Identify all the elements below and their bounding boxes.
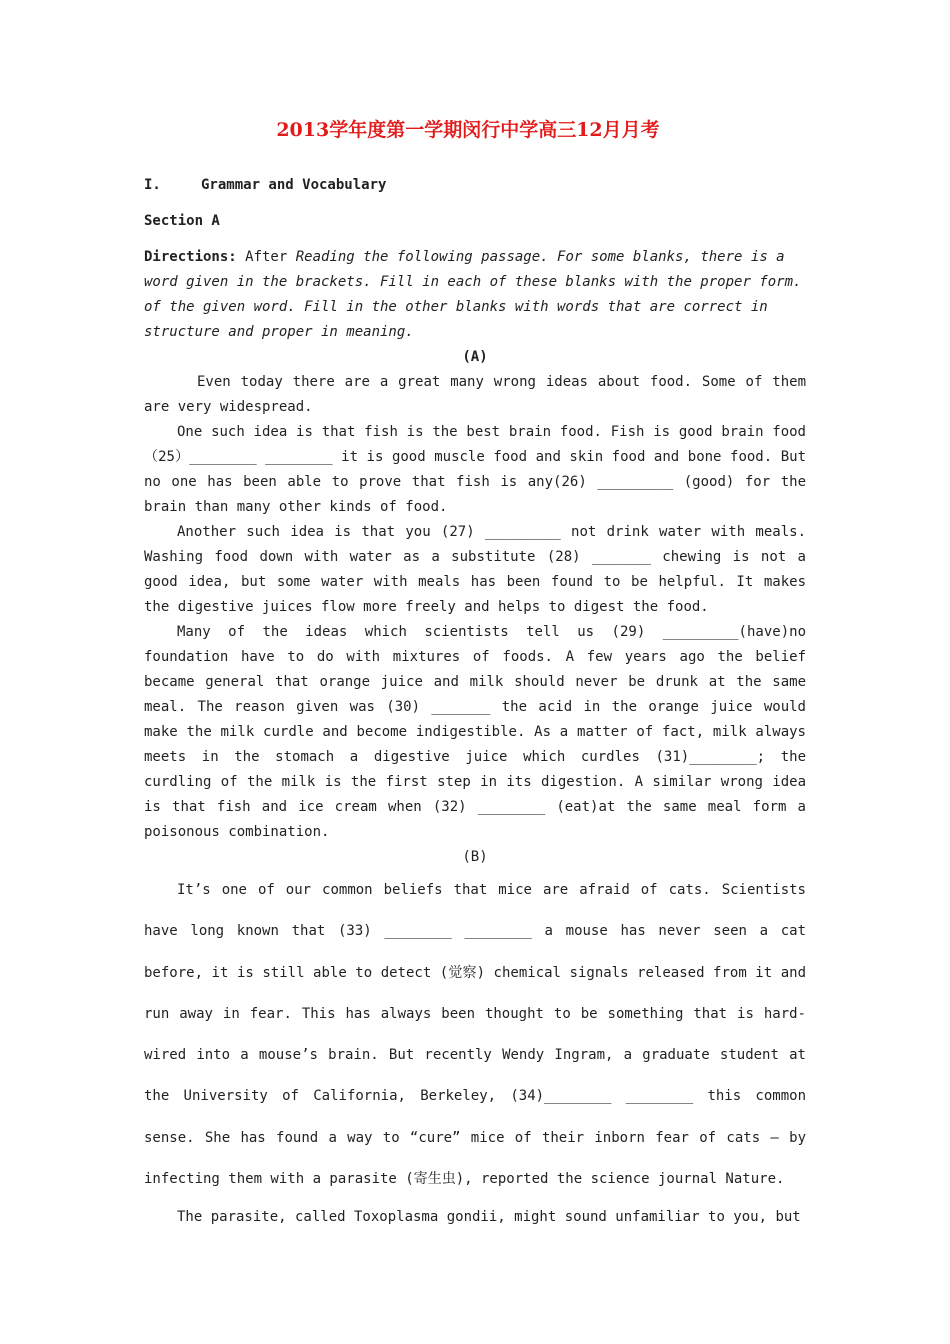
passage-b <box>144 870 806 1230</box>
section-label: Grammar and Vocabulary <box>201 177 387 193</box>
directions-label: Directions: <box>144 249 237 265</box>
subsection-heading: Section A <box>144 213 220 229</box>
document-page <box>144 118 806 1230</box>
passage-paragraph: It’s one of our common beliefs that mice are afraid of cats. Scientists have long known that (33) ________ ________ a mouse has never seen a cat before, it is still able to detect (觉察) chemical signals released from it and run away in fear. This has always been thought to be something that is hard-wired into a mouse’s brain. But recently Wendy Ingram, a graduate student at the University of California, Berkeley, (34)________ ________ this common sense. She has found a way to “cure” mice of their inborn fear of cats – by infecting them with a parasite (寄生虫), reported the science journal Nature. <box>144 882 806 1188</box>
passage-a <box>144 370 806 845</box>
passage-a-heading: (A) <box>462 349 488 365</box>
directions-plain: After <box>236 249 296 265</box>
passage-paragraph: The parasite, called Toxoplasma gondii, might sound unfamiliar to you, but <box>177 1209 801 1226</box>
directions-text: Reading the following passage. For some blanks, there is a word given in the brackets. Fill in each of these blanks with the proper form. of the given word. Fill in the other blanks with words that are correct in structure and proper in meaning. <box>144 249 802 340</box>
section-heading <box>144 173 806 198</box>
page-title: 2013学年度第一学期闵行中学高三12月月考 <box>276 119 660 141</box>
passage-paragraph: Even today there are a great many wrong ideas about food. Some of them are very widespread. <box>144 374 806 415</box>
section-number: I. <box>144 177 161 193</box>
passage-b-heading: (B) <box>462 849 488 865</box>
directions <box>144 245 806 345</box>
passage-paragraph: Another such idea is that you (27) _________ not drink water with meals. Washing food down with water as a substitute (28) _______ chewing is not a good idea, but some water with meals has been found to be helpful. It makes the digestive juices flow more freely and helps to digest the food. <box>144 524 806 615</box>
passage-paragraph: Many of the ideas which scientists tell us (29) _________(have)no foundation have to do with mixtures of foods. A few years ago the belief became general that orange juice and milk should never be drunk at the same meal. The reason given was (30) _______ the acid in the orange juice would make the milk curdle and become indigestible. As a matter of fact, milk always meets in the stomach a digestive juice which curdles (31)________; the curdling of the milk is the first step in its digestion. A similar wrong idea is that fish and ice cream when (32) ________ (eat)at the same meal form a poisonous combination. <box>144 624 806 840</box>
passage-paragraph: One such idea is that fish is the best brain food. Fish is good brain food（25）________ ________ it is good muscle food and skin food and bone food. But no one has been able to prove that fish is any(26) _________ (good) for the brain than many other kinds of food. <box>144 424 806 515</box>
